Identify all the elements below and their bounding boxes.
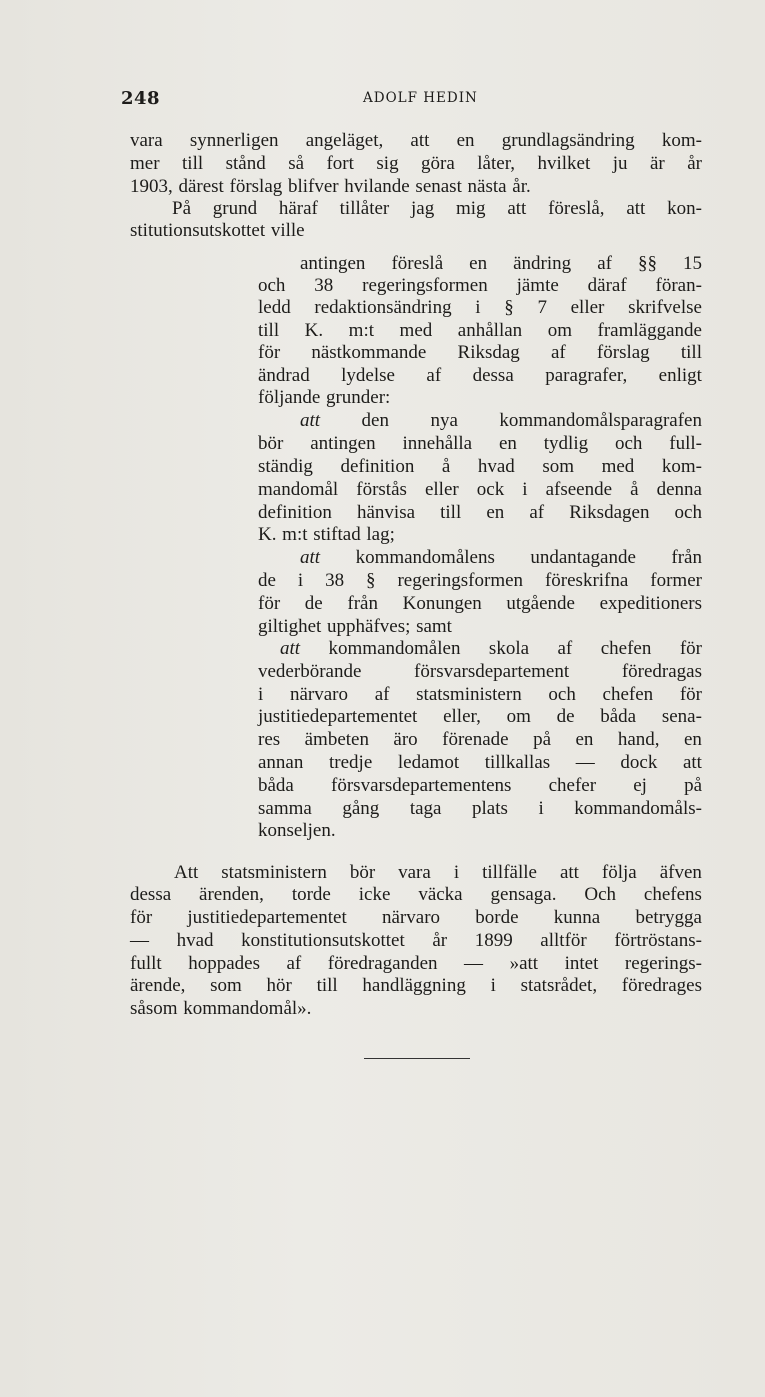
word: angeläget, xyxy=(305,130,384,151)
word: dessa xyxy=(130,884,172,905)
word: för xyxy=(130,907,153,928)
word: att xyxy=(559,862,579,883)
word: båda xyxy=(600,706,637,727)
word: 1899 xyxy=(474,930,513,951)
word: förslag xyxy=(229,176,283,197)
word: former xyxy=(650,570,702,591)
word: de xyxy=(556,706,575,727)
word: af xyxy=(529,502,545,523)
word: på xyxy=(684,775,702,796)
word: af xyxy=(286,953,302,974)
word: lag; xyxy=(366,524,395,545)
word: eller xyxy=(570,297,605,318)
word: grunder: xyxy=(325,387,391,408)
word: hör xyxy=(266,975,292,996)
word: för xyxy=(679,684,702,705)
word: föredragas xyxy=(621,661,702,682)
word: från xyxy=(671,547,702,568)
word: en xyxy=(575,729,594,750)
word: expeditioners xyxy=(599,593,702,614)
word: kon- xyxy=(667,198,702,219)
word: af xyxy=(597,253,612,274)
word: ständig xyxy=(258,456,313,477)
word: tydlig xyxy=(543,433,589,454)
word: föreslå, xyxy=(548,198,605,219)
word: och xyxy=(674,502,702,523)
word: betrygga xyxy=(635,907,702,928)
word: kom- xyxy=(661,130,702,151)
word: att xyxy=(410,130,430,151)
word: ledamot xyxy=(397,752,460,773)
word: § xyxy=(366,570,376,591)
text-line xyxy=(130,930,702,952)
word: fort xyxy=(326,153,354,174)
word: borde xyxy=(475,907,519,928)
word: 38 xyxy=(325,570,345,591)
word: »att xyxy=(509,953,539,974)
text-line xyxy=(280,638,702,660)
word: statsrådet, xyxy=(520,975,598,996)
word: för xyxy=(679,638,702,659)
word: blifver xyxy=(287,176,339,197)
word: — xyxy=(464,953,484,974)
word: tillfälle xyxy=(482,862,537,883)
word: kommandomålen xyxy=(328,638,461,659)
word: att xyxy=(300,410,321,431)
word: chefer xyxy=(548,775,597,796)
text-line xyxy=(130,907,702,929)
word: Att xyxy=(174,862,199,883)
text-line xyxy=(258,342,702,364)
word: eller, xyxy=(443,706,481,727)
text-line xyxy=(130,884,702,906)
word: afseende xyxy=(545,479,613,500)
word: samt xyxy=(416,616,452,637)
word: taga xyxy=(409,798,442,819)
text-line xyxy=(258,661,702,683)
word: föreskrifna xyxy=(544,570,629,591)
word: i xyxy=(297,570,304,591)
word: i xyxy=(522,479,528,500)
word: för xyxy=(258,342,281,363)
word: närvaro xyxy=(289,684,348,705)
word: gång xyxy=(342,798,380,819)
word: stånd xyxy=(225,153,266,174)
word: kommandomålsparagrafen xyxy=(499,410,702,431)
word: Riksdag xyxy=(457,342,520,363)
word: justitiedepartementet xyxy=(187,907,347,928)
word: denna xyxy=(656,479,702,500)
word: skrifvelse xyxy=(628,297,702,318)
word: i xyxy=(490,975,496,996)
word: att xyxy=(507,198,527,219)
word: med xyxy=(399,320,433,341)
word: m:t xyxy=(348,320,375,341)
word: å xyxy=(630,479,639,500)
word: häraf xyxy=(278,198,318,219)
word: enligt xyxy=(658,365,702,386)
text-line xyxy=(258,684,702,706)
text-line xyxy=(130,975,702,997)
word: till xyxy=(182,153,204,174)
page-header xyxy=(121,88,703,112)
text-line xyxy=(258,798,702,820)
word: vara xyxy=(398,862,431,883)
word: i xyxy=(258,684,264,705)
word: en xyxy=(456,130,475,151)
text-line xyxy=(258,729,702,751)
word: följa xyxy=(601,862,637,883)
word: med xyxy=(601,456,635,477)
word: K. xyxy=(304,320,324,341)
word: chefens xyxy=(643,884,702,905)
word: år. xyxy=(512,176,531,197)
word: så xyxy=(288,153,305,174)
word: antingen xyxy=(300,253,366,274)
word: konstitutionsutskottet xyxy=(241,930,405,951)
word: år xyxy=(432,930,448,951)
word: förenade xyxy=(442,729,509,750)
word: jag xyxy=(411,198,435,219)
word: justitiedepartementet xyxy=(258,706,418,727)
word: af xyxy=(550,342,566,363)
text-line xyxy=(258,752,702,774)
word: tredje xyxy=(329,752,373,773)
word: en xyxy=(469,253,488,274)
text-line xyxy=(258,297,702,319)
word: att xyxy=(280,638,301,659)
word: alltför xyxy=(540,930,587,951)
word: lydelse xyxy=(341,365,395,386)
word: 38 xyxy=(314,275,334,296)
word: intet xyxy=(564,953,599,974)
word: bör xyxy=(349,862,376,883)
word: till xyxy=(316,975,338,996)
word: grund xyxy=(212,198,258,219)
word: hoppades xyxy=(188,953,260,974)
word: äfven xyxy=(659,862,702,883)
word: förtröstans- xyxy=(614,930,702,951)
word: följande xyxy=(258,387,321,408)
word: tillkallas xyxy=(484,752,551,773)
word: full- xyxy=(669,433,702,454)
word: bör xyxy=(258,433,284,454)
word: hvad xyxy=(176,930,214,951)
word: föran- xyxy=(655,275,702,296)
word: i xyxy=(453,862,460,883)
word: torde xyxy=(291,884,331,905)
word: — xyxy=(575,752,595,773)
word: ju xyxy=(612,153,628,174)
word: försvarsdepartement xyxy=(414,661,570,682)
word: kommandomål». xyxy=(183,998,312,1019)
word: redaktionsändring xyxy=(314,297,452,318)
word: som xyxy=(210,975,242,996)
text-line xyxy=(258,775,702,797)
text-line xyxy=(258,275,702,297)
word: nästa xyxy=(467,176,507,197)
word: förslag xyxy=(596,342,650,363)
word: ville xyxy=(270,220,305,241)
word: att xyxy=(682,752,702,773)
word: att xyxy=(300,547,321,568)
text-line xyxy=(130,130,702,152)
text-line xyxy=(258,524,702,546)
word: definition xyxy=(340,456,415,477)
word: hvilket xyxy=(537,153,591,174)
word: jämte xyxy=(516,275,559,296)
text-line xyxy=(300,410,702,432)
word: och xyxy=(614,433,643,454)
word: föreslå xyxy=(391,253,444,274)
text-line xyxy=(130,998,702,1020)
word: 1903, xyxy=(130,176,173,197)
word: ändrad xyxy=(258,365,310,386)
word: vederbörande xyxy=(258,661,362,682)
text-line xyxy=(258,479,702,501)
word: förstås xyxy=(356,479,407,500)
word: från xyxy=(347,593,378,614)
word: låter, xyxy=(477,153,516,174)
word: dock xyxy=(620,752,658,773)
word: på xyxy=(533,729,551,750)
word: är xyxy=(650,153,665,174)
word: framläggande xyxy=(597,320,702,341)
word: och xyxy=(548,684,576,705)
word: senast xyxy=(415,176,462,197)
word: kom- xyxy=(661,456,702,477)
text-line xyxy=(130,220,702,242)
word: af xyxy=(374,684,390,705)
word: ock xyxy=(476,479,505,500)
text-line xyxy=(258,433,702,455)
word: mig xyxy=(456,198,486,219)
word: vara xyxy=(130,130,163,151)
text-line xyxy=(130,153,702,175)
text-line xyxy=(258,593,702,615)
text-line xyxy=(174,862,702,884)
word: att xyxy=(626,198,646,219)
word: regeringsformen xyxy=(362,275,488,296)
word: Riksdagen xyxy=(569,502,650,523)
word: konseljen. xyxy=(258,820,336,841)
word: för xyxy=(258,593,281,614)
word: nästkommande xyxy=(311,342,427,363)
text-line xyxy=(258,320,702,342)
word: annan xyxy=(258,752,304,773)
text-line xyxy=(258,387,702,409)
word: år xyxy=(687,153,702,174)
word: eller xyxy=(424,479,459,500)
word: i xyxy=(538,798,544,819)
word: gensaga. xyxy=(490,884,557,905)
word: hänvisa xyxy=(356,502,416,523)
text-line xyxy=(300,547,702,569)
word: af xyxy=(426,365,442,386)
word: statsministern xyxy=(221,862,327,883)
word: därest xyxy=(178,176,224,197)
word: — xyxy=(130,930,149,951)
word: ärende, xyxy=(130,975,186,996)
word: af xyxy=(557,638,573,659)
word: Och xyxy=(584,884,617,905)
word: de xyxy=(304,593,323,614)
word: hvilande xyxy=(344,176,410,197)
word: Konungen xyxy=(402,593,482,614)
running-title: ADOLF HEDIN xyxy=(363,90,478,106)
text-line xyxy=(258,365,702,387)
word: såsom xyxy=(130,998,178,1019)
text-line xyxy=(258,616,702,638)
word: upphäfves; xyxy=(327,616,411,637)
word: grundlagsändring xyxy=(501,130,635,151)
word: regeringsformen xyxy=(397,570,524,591)
page-number: 248 xyxy=(121,88,161,109)
word: en xyxy=(486,502,505,523)
word: synnerligen xyxy=(189,130,279,151)
word: innehålla xyxy=(402,433,473,454)
text-line xyxy=(172,198,702,220)
word: till xyxy=(680,342,702,363)
word: försvarsdepartementens xyxy=(331,775,512,796)
word: plats xyxy=(472,798,508,819)
word: ärenden, xyxy=(199,884,264,905)
text-line xyxy=(130,176,702,198)
word: fullt xyxy=(130,953,162,974)
section-rule xyxy=(364,1058,470,1059)
text-line xyxy=(258,570,702,592)
word: som xyxy=(542,456,575,477)
word: samma xyxy=(258,798,312,819)
text-line xyxy=(258,820,702,842)
word: göra xyxy=(421,153,455,174)
word: om xyxy=(506,706,531,727)
word: chefen xyxy=(600,638,652,659)
word: kommandomåls- xyxy=(574,798,702,819)
word: i xyxy=(475,297,481,318)
word: 7 xyxy=(537,297,547,318)
word: paragrafer, xyxy=(545,365,628,386)
word: icke xyxy=(358,884,391,905)
word: chefen xyxy=(602,684,654,705)
word: §§ xyxy=(637,253,657,274)
word: kommandomålens xyxy=(355,547,495,568)
text-line xyxy=(300,253,702,275)
word: På xyxy=(172,198,191,219)
word: res xyxy=(258,729,281,750)
word: 15 xyxy=(682,253,702,274)
word: statsministern xyxy=(416,684,522,705)
word: till xyxy=(440,502,462,523)
word: giltighet xyxy=(258,616,322,637)
text-line xyxy=(258,456,702,478)
word: båda xyxy=(258,775,294,796)
word: å xyxy=(441,456,451,477)
word: kunna xyxy=(553,907,601,928)
text-line xyxy=(130,953,702,975)
word: utgående xyxy=(506,593,575,614)
word: nya xyxy=(430,410,458,431)
word: de xyxy=(258,570,276,591)
word: tillåter xyxy=(339,198,390,219)
text-line xyxy=(258,502,702,524)
word: sig xyxy=(376,153,399,174)
word: mandomål xyxy=(258,479,339,500)
word: stitutionsutskottet xyxy=(130,220,266,241)
word: äro xyxy=(393,729,418,750)
word: antingen xyxy=(310,433,376,454)
word: handläggning xyxy=(362,975,466,996)
word: mer xyxy=(130,153,160,174)
word: K. xyxy=(258,524,277,545)
word: stiftad xyxy=(313,524,361,545)
word: närvaro xyxy=(382,907,441,928)
word: ej xyxy=(633,775,647,796)
word: m:t xyxy=(282,524,308,545)
word: skola xyxy=(488,638,530,659)
word: däraf xyxy=(587,275,627,296)
word: en xyxy=(498,433,517,454)
text-line xyxy=(258,706,702,728)
word: om xyxy=(547,320,572,341)
word: dessa xyxy=(472,365,514,386)
word: sena- xyxy=(661,706,702,727)
word: väcka xyxy=(418,884,463,905)
word: ändring xyxy=(513,253,572,274)
word: den xyxy=(361,410,389,431)
word: till xyxy=(258,320,280,341)
word: regerings- xyxy=(624,953,702,974)
word: ledd xyxy=(258,297,291,318)
word: föredraganden xyxy=(327,953,438,974)
word: hvad xyxy=(477,456,515,477)
word: § xyxy=(504,297,514,318)
word: anhållan xyxy=(457,320,523,341)
word: föredrages xyxy=(621,975,702,996)
word: och xyxy=(258,275,286,296)
word: ämbeten xyxy=(304,729,369,750)
word: undantagande xyxy=(530,547,636,568)
word: hand, xyxy=(617,729,660,750)
word: definition xyxy=(258,502,332,523)
word: en xyxy=(683,729,702,750)
